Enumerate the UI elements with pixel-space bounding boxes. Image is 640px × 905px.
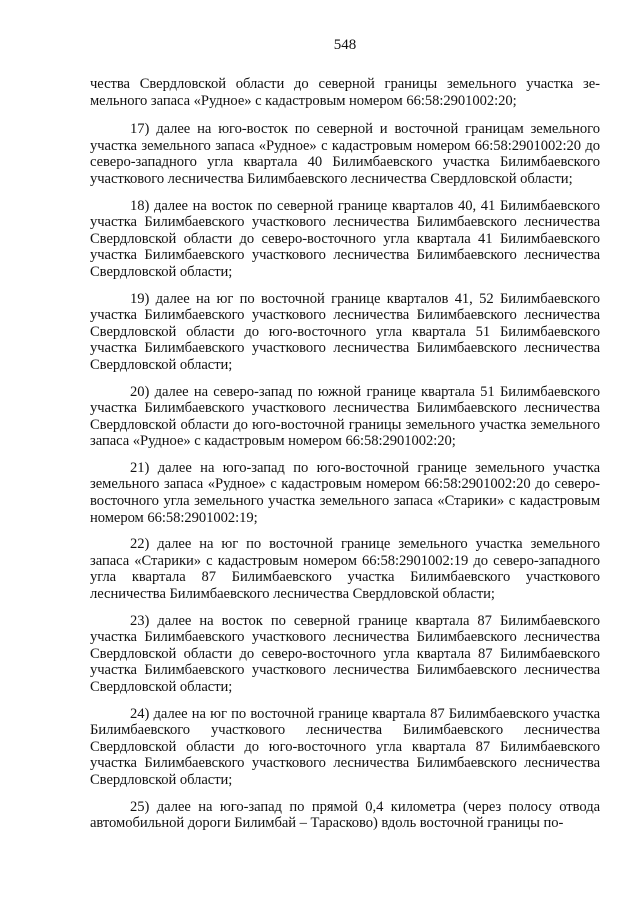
paragraph-item-25: 25) далее на юго-запад по прямой 0,4 километра (через полосу отвода автомобильной дороги Билимбай – Тарасково) вдоль восточной границы по- xyxy=(90,798,600,832)
paragraph-item-20: 20) далее на северо-запад по южной границе квартала 51 Билимбаевского участка Билимбаевского участкового лесничества Билимбаевского лесничества Свердловской области до юго-восточной границы земельного участка земельного запаса «Рудное» с кадастровым номером 66:58:2901002:20; xyxy=(90,383,600,450)
paragraph-item-22: 22) далее на юг по восточной границе земельного участка земельного запаса «Старики» с кадастровым номером 66:58:2901002:19 до северо-западного угла квартала 87 Билимбаевского участка Билимбаевского участкового лесничества Билимбаевского лесничества Свердловской области; xyxy=(90,536,600,603)
paragraph-item-23: 23) далее на восток по северной границе квартала 87 Билимбаевского участка Билимбаевского участкового лесничества Билимбаевского лесничества Свердловской области до северо-восточного угла квартала 87 Билимбаевского участка Билимбаевского участкового лесничества Билимбаевского лесничества Свердловской области; xyxy=(90,612,600,695)
paragraph-item-24: 24) далее на юг по восточной границе квартала 87 Билимбаевского участка Билимбаевского участкового лесничества Билимбаевского лесничества Свердловской области до юго-восточного угла квартала 87 Билимбаевского участка Билимбаевского участкового лесничества Билимбаевского лесничества Свердловской области; xyxy=(90,705,600,788)
paragraph-item-21: 21) далее на юго-запад по юго-восточной границе земельного участка земельного запаса «Рудное» с кадастровым номером 66:58:2901002:20 до северо-восточного угла земельного участка земельного запаса «Старики» с кадастровым номером 66:58:2901002:19; xyxy=(90,459,600,526)
paragraph-item-19: 19) далее на юг по восточной границе кварталов 41, 52 Билимбаевского участка Билимбаевского участкового лесничества Билимбаевского лесничества Свердловской области до юго-восточного угла квартала 51 Билимбаевского участка Билимбаевского участкового лесничества Билимбаевского лесничества Свердловской области; xyxy=(90,290,600,373)
paragraph-continuation: чества Свердловской области до северной границы земельного участка земельного запаса «Рудное» с кадастровым номером 66:58:2901002:20; xyxy=(90,76,600,109)
paragraph-item-18: 18) далее на восток по северной границе кварталов 40, 41 Билимбаевского участка Билимбаевского участкового лесничества Билимбаевского лесничества Свердловской области до северо-восточного угла квартала 41 Билимбаевского участка Билимбаевского участкового лесничества Билимбаевского лесничества Свердловской области; xyxy=(90,197,600,280)
page-number: 548 xyxy=(333,37,357,53)
paragraph-item-17: 17) далее на юго-восток по северной и восточной границам земельного участка земельного запаса «Рудное» с кадастровым номером 66:58:2901002:20 до северо-западного угла квартала 40 Билимбаевского участка Билимбаевского участкового лесничества Билимбаевского лесничества Свердловской области; xyxy=(90,121,600,187)
document-page xyxy=(90,36,600,842)
